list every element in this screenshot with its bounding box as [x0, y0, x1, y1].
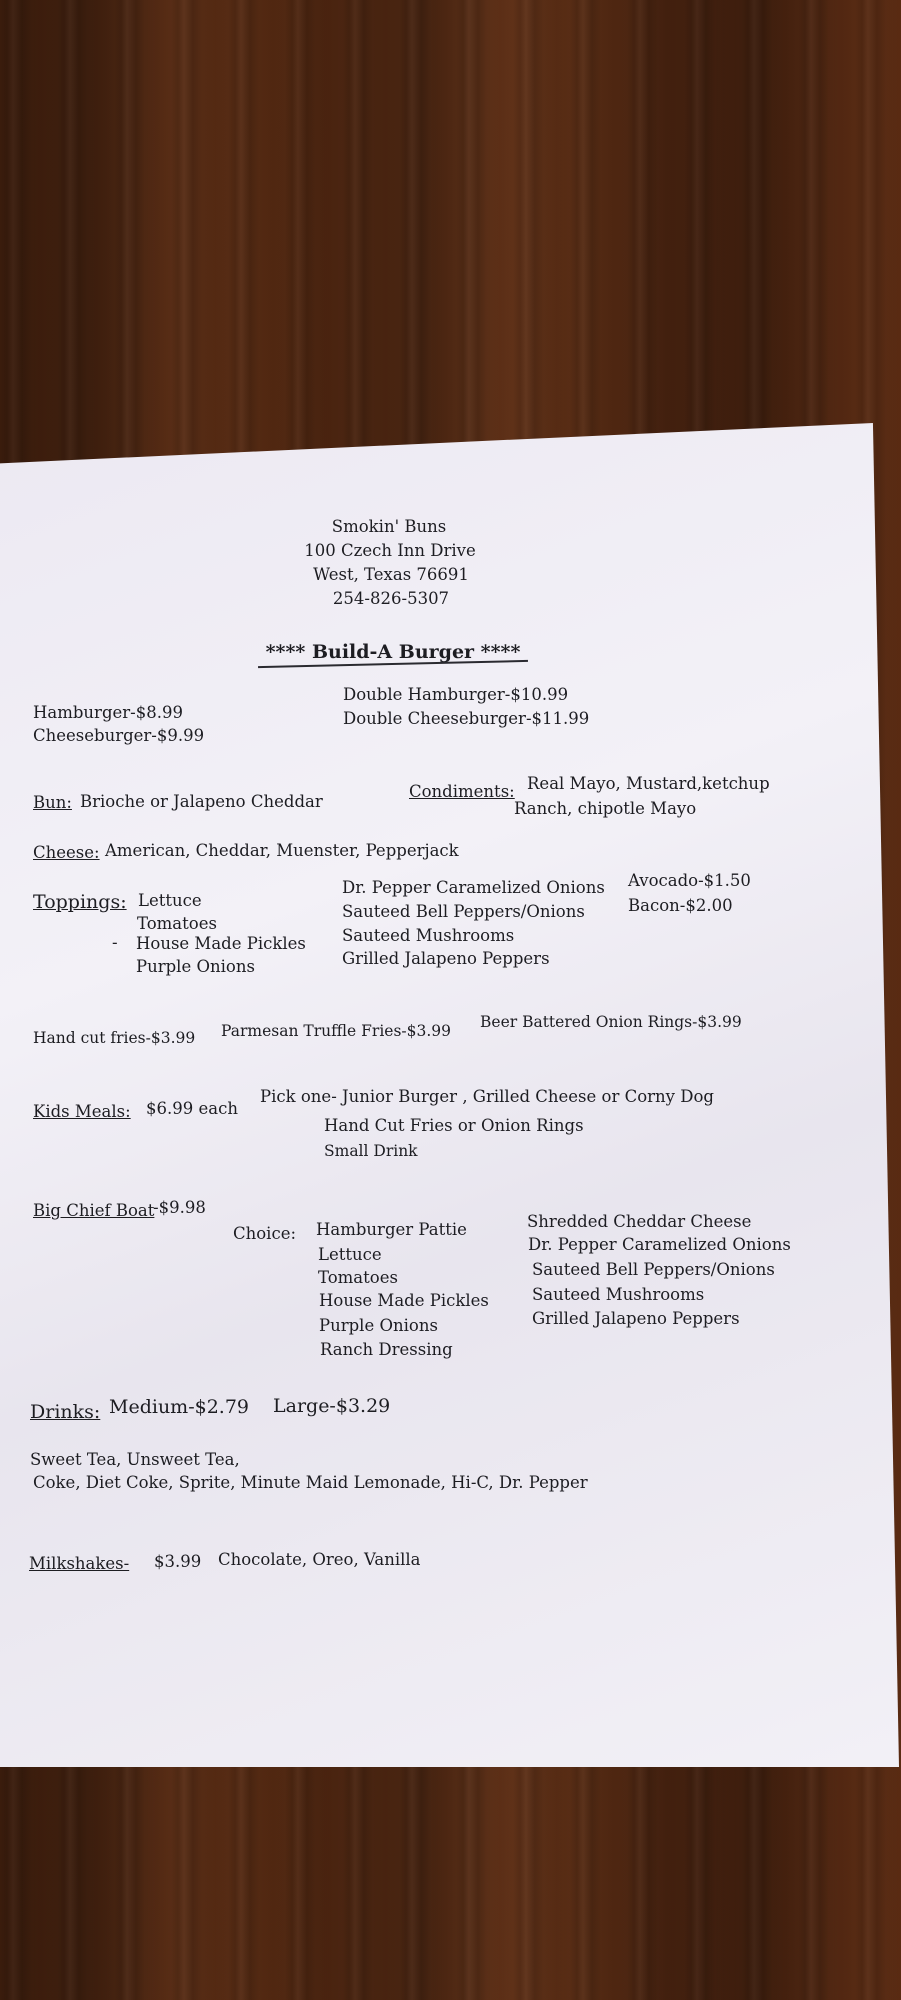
topping-item: Purple Onions: [136, 957, 255, 976]
big-chief-item: Sauteed Mushrooms: [532, 1285, 705, 1304]
section-title: **** Build-A Burger ****: [265, 641, 521, 663]
kids-meals-price: $6.99 each: [146, 1099, 238, 1118]
side-onion-rings: Beer Battered Onion Rings-$3.99: [480, 1013, 742, 1031]
big-chief-item: Sauteed Bell Peppers/Onions: [532, 1260, 775, 1279]
double-hamburger-price: Double Hamburger-$10.99: [343, 685, 569, 704]
milkshakes-price: $3.99: [154, 1552, 202, 1571]
topping-item: House Made Pickles: [136, 934, 306, 953]
extra-bacon: Bacon-$2.00: [628, 896, 733, 915]
condiments-line-2: Ranch, chipotle Mayo: [514, 799, 697, 818]
big-chief-label: Big Chief Boat: [33, 1201, 155, 1220]
address-line-2: West, Texas 76691: [313, 565, 469, 584]
milkshakes-flavors: Chocolate, Oreo, Vanilla: [218, 1550, 421, 1569]
address-line-1: 100 Czech Inn Drive: [304, 541, 476, 560]
big-chief-item: Hamburger Pattie: [316, 1220, 467, 1239]
drinks-line-2: Coke, Diet Coke, Sprite, Minute Maid Lemonade, Hi-C, Dr. Pepper: [33, 1473, 588, 1492]
dash-mark: -: [112, 933, 118, 952]
condiments-line-1: Real Mayo, Mustard,ketchup: [527, 774, 770, 793]
big-chief-item: Lettuce: [318, 1245, 382, 1264]
side-truffle-fries: Parmesan Truffle Fries-$3.99: [221, 1022, 452, 1040]
big-chief-item: House Made Pickles: [319, 1291, 489, 1310]
topping-item: Tomatoes: [137, 914, 217, 933]
restaurant-name: Smokin' Buns: [331, 517, 447, 536]
condiments-label: Condiments:: [409, 782, 515, 801]
extra-avocado: Avocado-$1.50: [628, 871, 751, 890]
topping-item: Sauteed Mushrooms: [342, 926, 515, 945]
big-chief-item: Tomatoes: [318, 1268, 398, 1287]
drinks-label: Drinks:: [30, 1401, 101, 1423]
bun-label: Bun:: [33, 793, 72, 812]
kids-meals-line-2: Hand Cut Fries or Onion Rings: [324, 1116, 584, 1135]
topping-item: Grilled Jalapeno Peppers: [342, 949, 550, 968]
cheeseburger-price: Cheeseburger-$9.99: [33, 726, 205, 745]
big-chief-price: -$9.98: [153, 1198, 206, 1217]
hamburger-price: Hamburger-$8.99: [33, 703, 183, 722]
choice-label: Choice:: [233, 1224, 297, 1243]
big-chief-item: Purple Onions: [319, 1316, 438, 1335]
kids-meals-line-3: Small Drink: [324, 1142, 418, 1160]
bun-options: Brioche or Jalapeno Cheddar: [80, 792, 323, 811]
double-cheeseburger-price: Double Cheeseburger-$11.99: [343, 709, 590, 728]
kids-meals-line-1: Pick one- Junior Burger , Grilled Cheese or Corny Dog: [260, 1087, 714, 1106]
phone-number: 254-826-5307: [332, 589, 450, 608]
topping-item: Dr. Pepper Caramelized Onions: [342, 878, 605, 897]
drinks-large-price: Large-$3.29: [273, 1395, 391, 1417]
toppings-label: Toppings:: [33, 891, 127, 913]
drinks-line-1: Sweet Tea, Unsweet Tea,: [30, 1450, 240, 1469]
topping-item: Lettuce: [138, 891, 202, 910]
drinks-medium-price: Medium-$2.79: [109, 1396, 250, 1418]
cheese-options: American, Cheddar, Muenster, Pepperjack: [105, 841, 459, 860]
cheese-label: Cheese:: [33, 843, 100, 862]
big-chief-item: Shredded Cheddar Cheese: [527, 1212, 752, 1231]
big-chief-item: Dr. Pepper Caramelized Onions: [528, 1235, 791, 1254]
big-chief-item: Ranch Dressing: [320, 1340, 453, 1359]
big-chief-item: Grilled Jalapeno Peppers: [532, 1309, 740, 1328]
side-hand-cut-fries: Hand cut fries-$3.99: [33, 1029, 196, 1047]
kids-meals-label: Kids Meals:: [33, 1102, 131, 1121]
topping-item: Sauteed Bell Peppers/Onions: [342, 902, 585, 921]
milkshakes-label: Milkshakes-: [29, 1554, 130, 1573]
